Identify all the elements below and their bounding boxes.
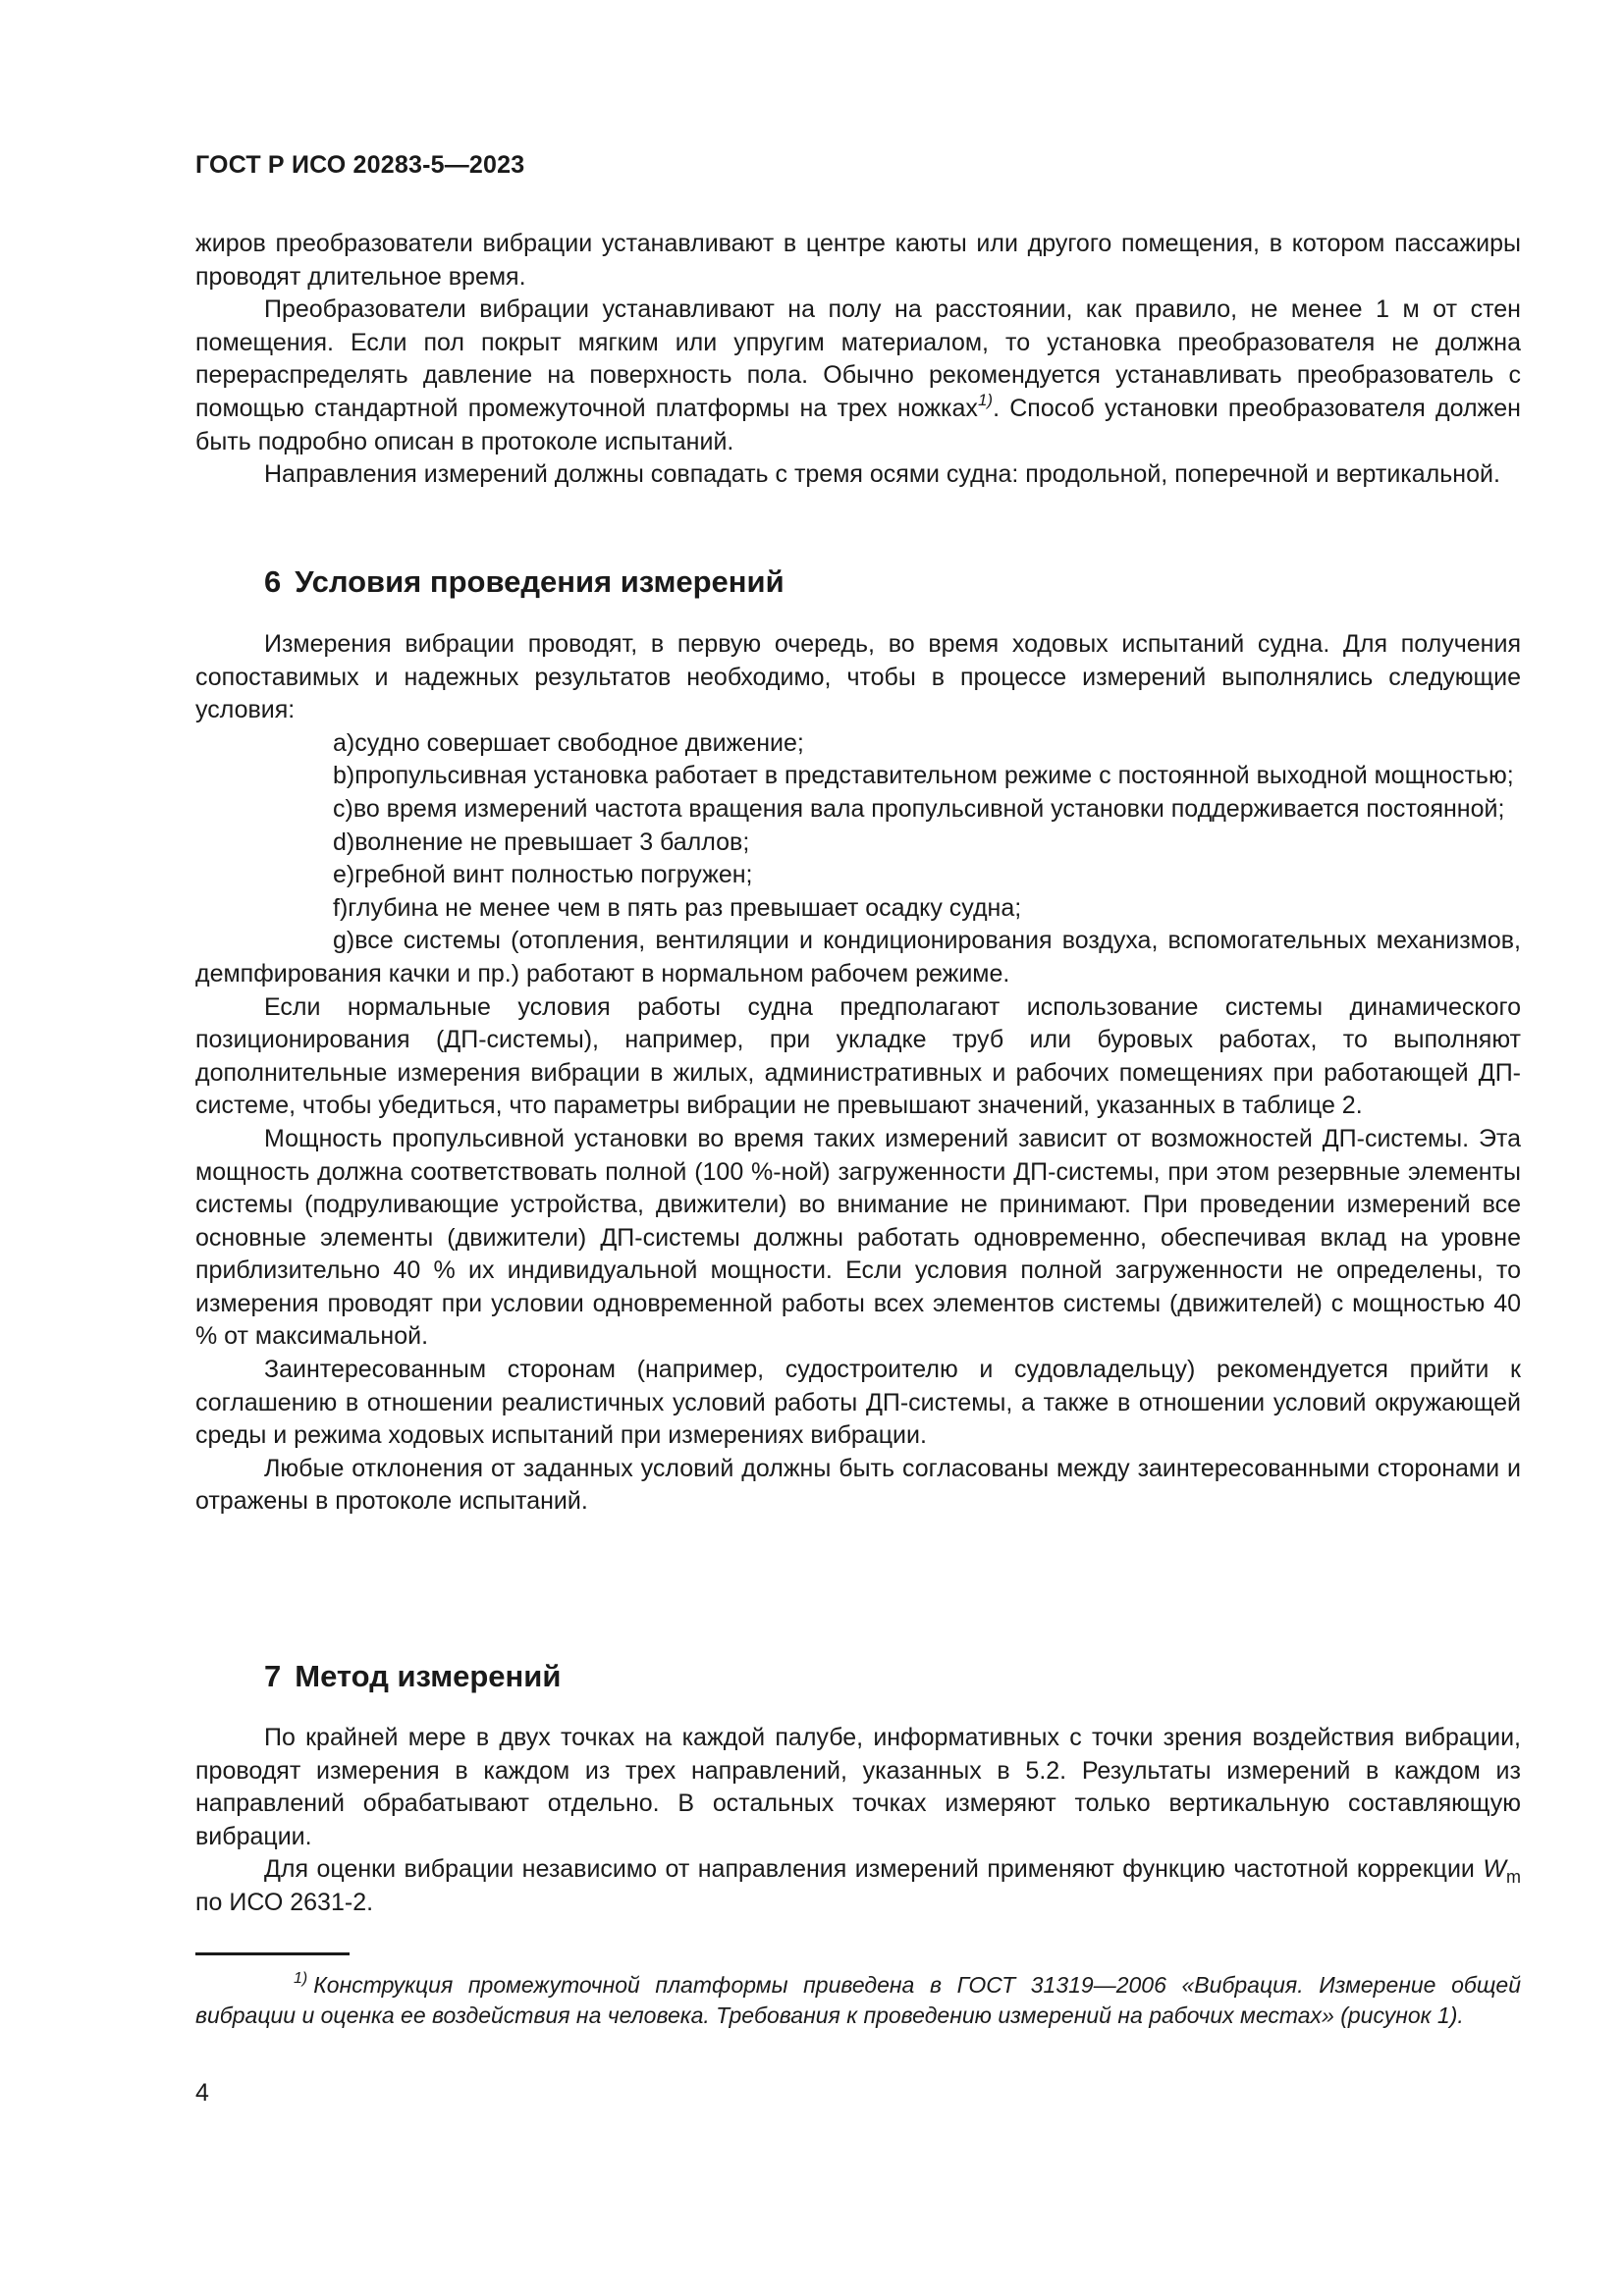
- footnote: [195, 1970, 1521, 2031]
- list-item: [195, 760, 1521, 793]
- list-item-label: g): [333, 927, 355, 955]
- list-item: [195, 793, 1521, 827]
- intro-block: [195, 228, 1521, 492]
- list-item-text: гребной винт полностью погружен;: [354, 861, 753, 889]
- intro-paragraph-3: Направления измерений должны совпадать с тремя осями судна: продольной, поперечной и вертикальной.: [264, 460, 1500, 489]
- section-7-paragraph-2-tail: по ИСО 2631-2.: [195, 1888, 374, 1916]
- list-item-text: судно совершает свободное движение;: [354, 728, 804, 757]
- intro-paragraph-1: жиров преобразователи вибрации устанавливают в центре каюты или другого помещения, в котором пассажиры проводят длительное время.: [195, 230, 1521, 291]
- section-6-title: Условия проведения измерений: [295, 564, 785, 599]
- section-7-heading: [264, 1659, 561, 1694]
- section-7-paragraph-2-text: Для оценки вибрации независимо от направления измерений применяют функцию частотной коррекции: [264, 1855, 1484, 1884]
- list-item-label: c): [333, 794, 353, 823]
- parties-paragraph: Заинтересованным сторонам (например, судостроителю и судовладельцу) рекомендуется прийти к соглашению в отношении реалистичных условий работы ДП-системы, а также в отношении условий окружающей среды и режима ходовых испытаний при измерениях вибрации.: [195, 1356, 1521, 1450]
- list-item-text: во время измерений частота вращения вала пропульсивной установки поддерживается постоянной;: [352, 794, 1505, 823]
- list-item-label: f): [333, 893, 349, 922]
- intro-paragraph-2-text: Преобразователи вибрации устанавливают на полу на расстоянии, как правило, не менее 1 м от стен помещения. Если пол покрыт мягким или упругим материалом, то установка преобразователя не должна перераспределять давление на поверхность пола. Обычно рекомендуется устанавливать преобразователь с помощью стандартной промежуточной платформы на трех ножках: [195, 295, 1521, 422]
- footnote-text: Конструкция промежуточной платформы приведена в ГОСТ 31319—2006 «Вибрация. Измерение общей вибрации и оценка ее воздействия на человека. Требования к проведению измерений на рабочих местах» (рисунок 1).: [195, 1972, 1521, 2028]
- section-6-heading: [264, 564, 785, 600]
- weighting-symbol: W: [1483, 1855, 1506, 1884]
- list-item-text: пропульсивная установка работает в представительном режиме с постоянной выходной мощностью;: [354, 762, 1514, 790]
- list-item-label: e): [333, 861, 355, 889]
- list-item: [195, 859, 1521, 892]
- footnote-paragraph: [195, 1970, 1521, 2031]
- section-7-paragraph-1: По крайней мере в двух точках на каждой палубе, информативных с точки зрения воздействия вибрации, проводят измерения в каждом из трех направлений, указанных в 5.2. Результаты измерений в каждом из направлений обрабатывают отдельно. В остальных точках измеряют только вертикальную составляющую вибрации.: [195, 1724, 1521, 1850]
- section-7-paragraph-2: [195, 1853, 1521, 1919]
- list-item-label: a): [333, 728, 355, 757]
- list-item: [195, 892, 1521, 926]
- list-item-text: волнение не превышает 3 баллов;: [354, 828, 750, 856]
- weighting-subscript: m: [1506, 1867, 1521, 1888]
- footnote-reference[interactable]: 1): [977, 390, 994, 409]
- intro-paragraph-2-tail: . Способ установки преобразователя должен быть подробно описан в протоколе испытаний.: [195, 394, 1521, 455]
- dp-system-paragraph: Если нормальные условия работы судна предполагают использование системы динамического позиционирования (ДП-системы), например, при укладке труб или буровых работах, то выполняют дополнительные измерения вибрации в жилых, административных и рабочих помещениях при работающей ДП-системе, чтобы убедиться, что параметры вибрации не превышают значений, указанных в таблице 2.: [195, 992, 1521, 1120]
- list-item: [195, 827, 1521, 860]
- power-paragraph: Мощность пропульсивной установки во время таких измерений зависит от возможностей ДП-системы. Эта мощность должна соответствовать полной (100 %-ной) загруженности ДП-системы, при этом резервные элементы системы (подруливающие устройства, движители) во внимание не принимают. При проведении измерений все основные элементы (движители) ДП-системы должны работать одновременно, обеспечивая вклад на уровне приблизительно 40 % их индивидуальной мощности. Если условия полной загруженности не определены, то измерения проводят при условии одновременной работы всех элементов системы (движителей) с мощностью 40 % от максимальной.: [195, 1124, 1521, 1351]
- standard-code-header: ГОСТ Р ИСО 20283-5—2023: [195, 151, 525, 179]
- list-item: [195, 727, 1521, 761]
- section-6-intro: Измерения вибрации проводят, в первую очередь, во время ходовых испытаний судна. Для получения сопоставимых и надежных результатов необходимо, чтобы в процессе измерений выполнялись следующие условия:: [195, 630, 1521, 724]
- list-item-text: все системы (отопления, вентиляции и кондиционирования воздуха, вспомогательных механизмов, демпфирования качки и пр.) работают в нормальном рабочем режиме.: [195, 927, 1521, 988]
- section-6-body: [195, 628, 1521, 1519]
- list-item-label: b): [333, 762, 355, 790]
- section-7-title: Метод измерений: [295, 1659, 562, 1693]
- footnote-marker: 1): [294, 1970, 308, 1987]
- section-7-body: [195, 1722, 1521, 1920]
- deviations-paragraph: Любые отклонения от заданных условий должны быть согласованы между заинтересованными сторонами и отражены в протоколе испытаний.: [195, 1454, 1521, 1516]
- section-6-number: 6: [264, 564, 282, 599]
- list-item-text: глубина не менее чем в пять раз превышает осадку судна;: [348, 893, 1022, 922]
- list-item: [195, 925, 1521, 990]
- footnote-divider: [195, 1952, 350, 1955]
- page-number: 4: [195, 2079, 209, 2107]
- intro-paragraph-2: [195, 294, 1521, 458]
- list-item-label: d): [333, 828, 355, 856]
- section-7-number: 7: [264, 1659, 282, 1693]
